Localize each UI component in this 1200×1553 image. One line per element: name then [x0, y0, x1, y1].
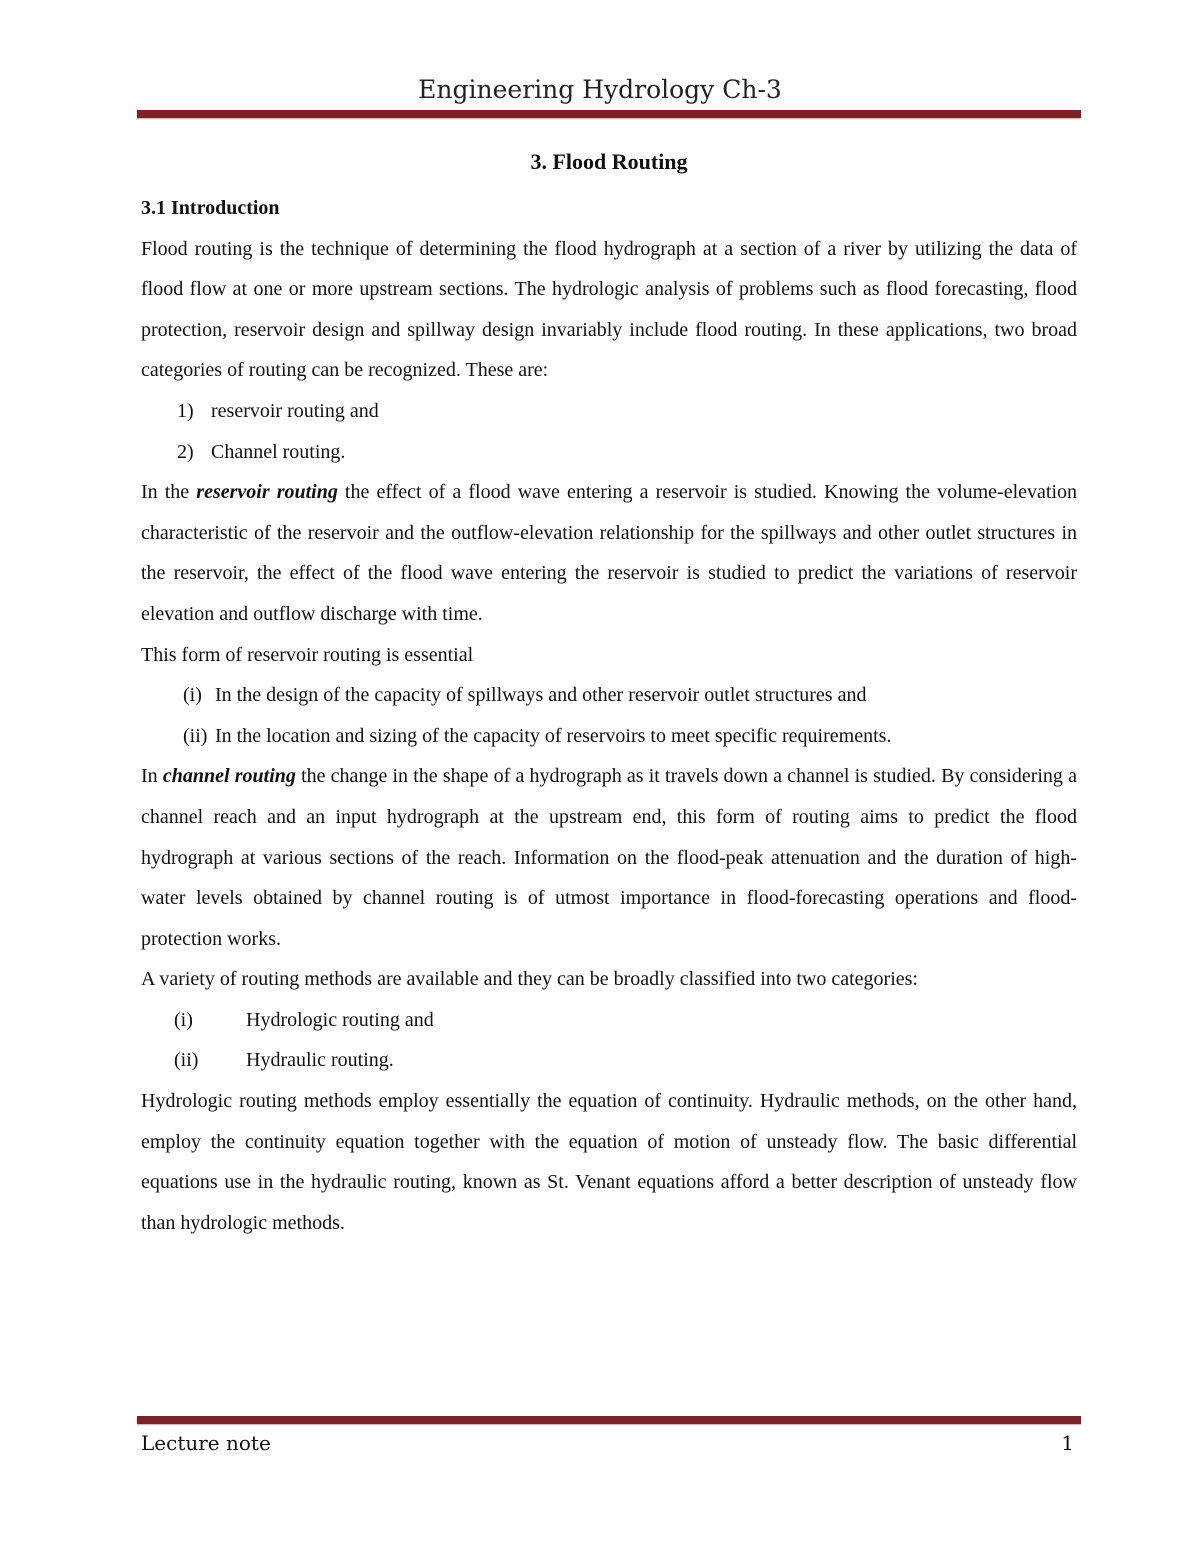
list-item-text: Channel routing. [211, 440, 346, 463]
reservoir-routing-term: reservoir routing [196, 481, 338, 504]
final-paragraph: Hydrologic routing methods employ essentially the equation of continuity. Hydraulic methods, on the other hand, employ the continuity equation together with the equation of motion of unsteady flow. The basic differential equations use in the hydraulic routing, known as St. Venant equations afford a better description of unsteady flow than hydrologic methods. [141, 1090, 1077, 1234]
page-number: 1 [1061, 1431, 1074, 1455]
channel-rest: the change in the shape of a hydrograph as it travels down a channel is studied. By considering a channel reach and an input hydrograph at the upstream end, this form of routing aims to predict the flood hydrograph at various sections of the reach. Information on the flood-peak attenuation and the duration of high-water levels obtained by channel routing is of utmost importance in flood-forecasting operations and flood-protection works. [141, 765, 1077, 950]
reservoir-rest: the effect of a flood wave entering a reservoir is studied. Knowing the volume-elevation characteristic of the reservoir and the outflow-elevation relationship for the spillways and other outlet structures in the reservoir, the effect of the flood wave entering the reservoir is studied to predict the variations of reservoir elevation and outflow discharge with time. [141, 481, 1078, 625]
channel-paragraph [141, 756, 1077, 959]
list-item-text: reservoir routing and [211, 399, 379, 422]
channel-lead: In [141, 765, 163, 788]
list-item-text: Hydrologic routing and [246, 1008, 434, 1031]
reservoir-paragraph [141, 472, 1077, 634]
footer-label: Lecture note [141, 1431, 271, 1455]
channel-routing-term: channel routing [162, 765, 296, 788]
footer-rule [137, 1416, 1081, 1424]
section-heading: 3.1 Introduction [141, 197, 280, 219]
reservoir-lead: In the [141, 481, 197, 504]
list-item-text: In the design of the capacity of spillways and other reservoir outlet structures and [215, 684, 867, 707]
header-rule [137, 110, 1081, 118]
methods-line: A variety of routing methods are available and they can be broadly classified into two categories: [141, 968, 918, 991]
list-item [141, 1040, 1077, 1081]
list-item-text: In the location and sizing of the capacity of reservoirs to meet specific requirements. [215, 724, 892, 747]
list-item-text: Hydraulic routing. [246, 1049, 394, 1072]
list-item [141, 432, 1077, 473]
list-item [141, 716, 1077, 757]
list-item-number: (i) [183, 684, 202, 707]
chapter-heading: 3. Flood Routing [530, 149, 688, 174]
intro-paragraph: Flood routing is the technique of determining the flood hydrograph at a section of a river by utilizing the data of flood flow at one or more upstream sections. The hydrologic analysis of problems such as flood forecasting, flood protection, reservoir design and spillway design invariably include flood routing. In these applications, two broad categories of routing can be recognized. These are: [141, 237, 1077, 382]
page-content [141, 140, 1077, 1243]
list-item [141, 1000, 1077, 1041]
list-item-number: (i) [174, 1008, 193, 1031]
list-item-number: 2) [177, 440, 194, 463]
list-item-number: (ii) [174, 1049, 199, 1072]
list-item-number: 1) [177, 399, 194, 422]
list-item [141, 391, 1077, 432]
list-item [141, 675, 1077, 716]
list-item-number: (ii) [183, 724, 208, 747]
header-title: Engineering Hydrology Ch-3 [418, 75, 782, 104]
essential-line: This form of reservoir routing is essential [141, 643, 474, 666]
